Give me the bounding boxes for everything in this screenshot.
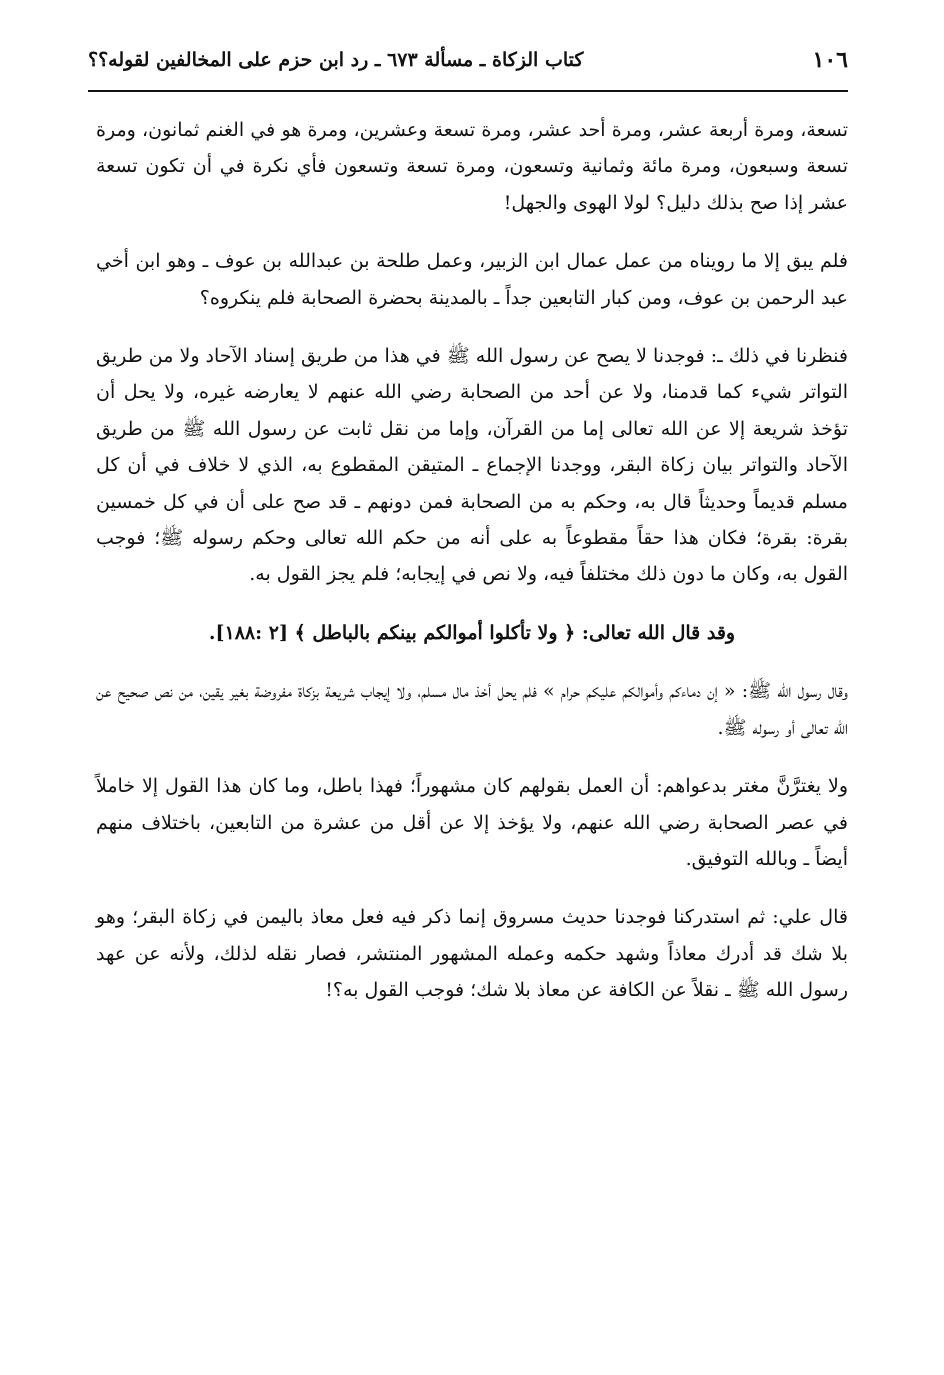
paragraph-6: ولا يغترَّنَّ مغتر بدعواهم: أن العمل بقولهم كان مشهوراً؛ فهذا باطل، وما كان هذا القول إلا خاملاً في عصر الصحابة رضي الله عنهم، ولا يؤخذ إلا عن أقل من عشرة من التابعين، باختلاف منهم أيضاً ـ وبالله التوفيق. [96, 775, 848, 870]
quran-verse-paragraph: وقد قال الله تعالى: ﴿ ولا تأكلوا أموالكم بينكم بالباطل ﴾ [٢ :١٨٨]. [208, 621, 736, 644]
paragraph-7: قال علي: ثم استدركنا فوجدنا حديث مسروق إنما ذكر فيه فعل معاذ باليمن في زكاة البقر؛ وهو بلا شك قد أدرك معاذاً وشهد حكمه وعمله المشهور المنتشر، فصار نقله لذلك، ولأنه عن عهد رسول الله ﷺ ـ نقلاً عن الكافة عن معاذ بلا شك؛ فوجب القول به؟! [96, 906, 848, 1002]
running-title: كتاب الزكاة ـ مسألة ٦٧٣ ـ رد ابن حزم على المخالفين لقوله؟؟ [88, 49, 584, 71]
header-rule [88, 90, 848, 92]
paragraph-2: فلم يبق إلا ما رويناه من عمل عمال ابن الزبير، وعمل طلحة بن عبدالله بن عوف ـ وهو ابن أخي عبد الرحمن بن عوف، ومن كبار التابعين جداً ـ بالمدينة بحضرة الصحابة فلم ينكروه؟ [96, 250, 848, 309]
body-text [96, 112, 848, 1031]
paragraph-3: فنظرنا في ذلك ـ: فوجدنا لا يصح عن رسول الله ﷺ في هذا من طريق إسناد الآحاد ولا من طريق التواتر شيء كما قدمنا، ولا عن أحد من الصحابة رضي الله عنهم لا يعارضه غيره، ولا يحل أن تؤخذ شريعة إلا عن الله تعالى إما من القرآن، وإما من نقل ثابت عن رسول الله ﷺ من طريق الآحاد والتواتر بيان زكاة البقر، ووجدنا الإجماع ـ المتيقن المقطوع به، الذي لا خلاف في أن كل مسلم قديماً وحديثاً قال به، وحكم به من الصحابة فمن دونهم ـ قد صح على أن في كل خمسين بقرة: بقرة؛ فكان هذا حقاً مقطوعاً به على أنه من حكم الله تعالى وحكم رسوله ﷺ؛ فوجب القول به، وكان ما دون ذلك مختلفاً فيه، ولا نص في إيجابه؛ فلم يجز القول به. [96, 345, 848, 586]
running-header [88, 40, 848, 80]
page-number: ١٠٦ [812, 47, 848, 73]
paragraph-1: تسعة، ومرة أربعة عشر، ومرة أحد عشر، ومرة تسعة وعشرين، ومرة هو في الغنم ثمانون، ومرة تسعة وسبعون، ومرة مائة وثمانية وتسعون، ومرة تسعة وتسعون فأي نكرة في أن تكون تسعة عشر إذا صح بذلك دليل؟ لولا الهوى والجهل! [96, 119, 848, 214]
hadith-paragraph: وقال رسول الله ﷺ: « إن دماءكم وأموالكم عليكم حرام » فلم يحل أخذ مال مسلم، ولا إيجاب شريعة بزكاة مفروضة بغير يقين، من نص صحيح عن الله تعالى أو رسوله ﷺ. [96, 680, 848, 739]
